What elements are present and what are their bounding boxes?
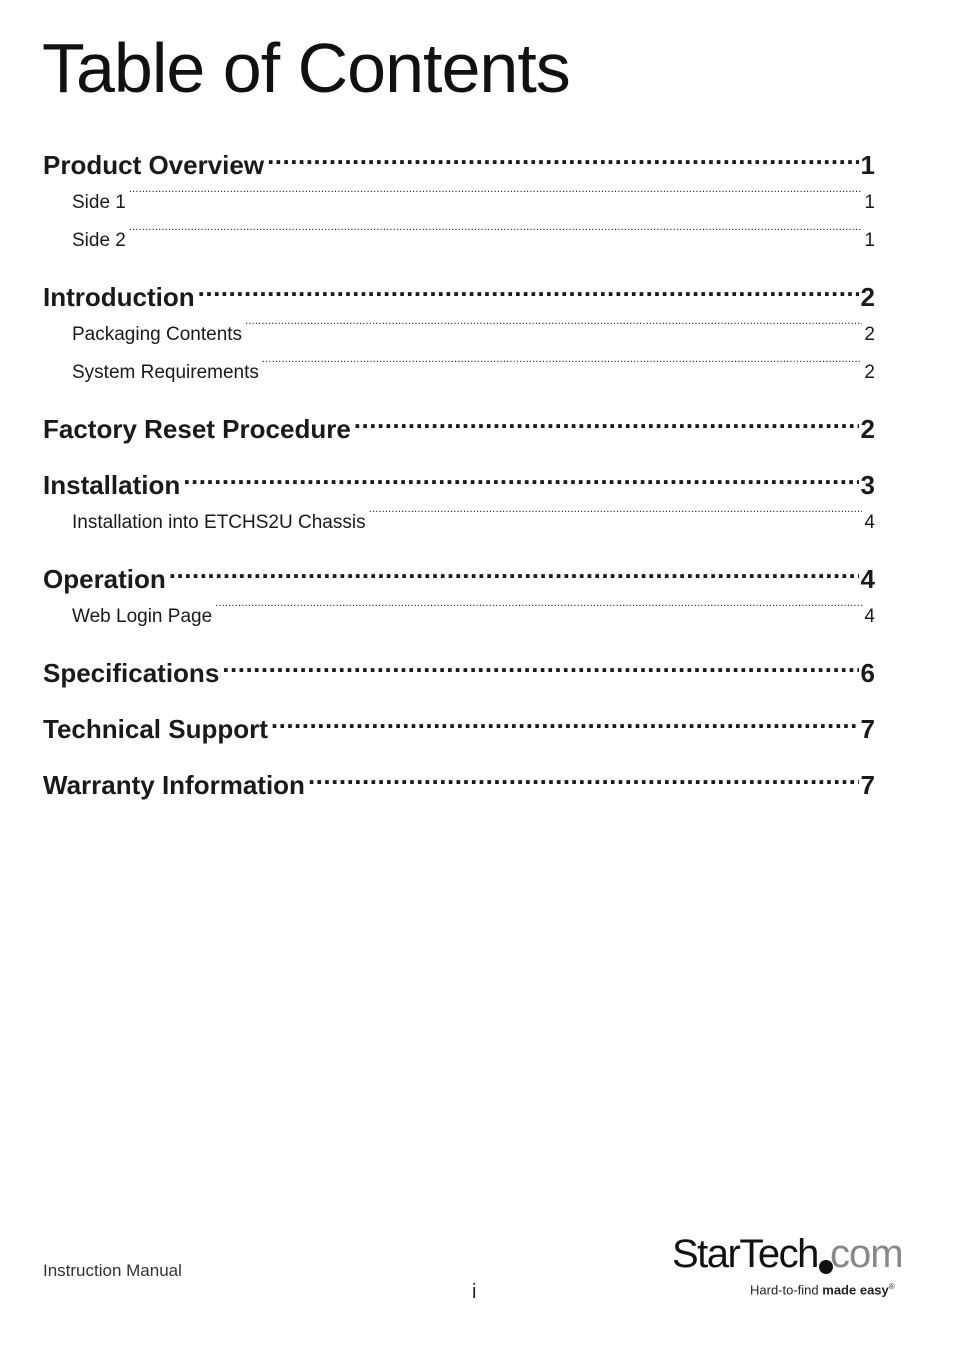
toc-entry-label: Side 2 (72, 230, 126, 251)
toc-entry-side-2[interactable] (43, 222, 875, 260)
toc-dot-leader (183, 468, 858, 494)
toc-entry-page: 7 (860, 714, 875, 744)
toc-dot-leader (369, 509, 863, 528)
tagline-bold: made easy (822, 1282, 889, 1298)
toc-entry-page: 2 (860, 414, 875, 444)
table-of-contents (43, 146, 875, 804)
logo-tagline (750, 1282, 895, 1297)
logo-suffix: com (830, 1232, 903, 1276)
toc-entry-page: 7 (860, 770, 875, 800)
toc-dot-leader (245, 321, 862, 340)
toc-entry-label: System Requirements (72, 362, 259, 383)
toc-entry-introduction[interactable] (43, 278, 875, 316)
toc-entry-page: 2 (860, 282, 875, 312)
toc-entry-page: 2 (864, 362, 875, 383)
toc-entry-technical-support[interactable] (43, 710, 875, 748)
toc-entry-side-1[interactable] (43, 184, 875, 222)
toc-entry-specifications[interactable] (43, 654, 875, 692)
toc-entry-operation[interactable] (43, 560, 875, 598)
toc-entry-page: 2 (864, 324, 875, 345)
footer-doc-type: Instruction Manual (43, 1261, 182, 1280)
toc-dot-leader (308, 768, 859, 794)
toc-entry-label: Warranty Information (43, 770, 305, 800)
registered-mark: ® (888, 1282, 895, 1291)
toc-dot-leader (129, 227, 863, 246)
toc-entry-page: 4 (860, 564, 875, 594)
footer-page-number: i (472, 1281, 477, 1303)
toc-dot-leader (215, 603, 862, 622)
toc-entry-page: 1 (864, 230, 875, 251)
toc-entry-page: 4 (864, 512, 875, 533)
toc-entry-page: 1 (864, 192, 875, 213)
toc-entry-web-login-page[interactable] (43, 598, 875, 636)
toc-entry-packaging-contents[interactable] (43, 316, 875, 354)
toc-entry-label: Introduction (43, 282, 195, 312)
toc-entry-label: Installation (43, 470, 181, 500)
tagline-light: Hard-to-find (750, 1282, 819, 1298)
toc-entry-label: Specifications (43, 658, 220, 688)
toc-entry-label: Operation (43, 564, 166, 594)
toc-entry-installation[interactable] (43, 466, 875, 504)
toc-entry-label: Side 1 (72, 192, 126, 213)
toc-dot-leader (169, 562, 859, 588)
toc-entry-label: Installation into ETCHS2U Chassis (72, 512, 366, 533)
toc-entry-page: 6 (860, 658, 875, 688)
toc-dot-leader (198, 280, 859, 306)
toc-entry-page: 1 (860, 150, 875, 180)
page-title: Table of Contents (42, 29, 570, 107)
toc-dot-leader (271, 712, 859, 738)
toc-entry-label: Product Overview (43, 150, 265, 180)
toc-dot-leader (267, 148, 858, 174)
logo-wordmark: StarTech (672, 1232, 818, 1276)
toc-entry-factory-reset-procedure[interactable] (43, 410, 875, 448)
toc-dot-leader (222, 656, 858, 682)
toc-dot-leader (129, 189, 863, 208)
toc-entry-installation-into-chassis[interactable] (43, 504, 875, 542)
startech-logo (672, 1232, 912, 1304)
toc-entry-label: Factory Reset Procedure (43, 414, 351, 444)
toc-entry-system-requirements[interactable] (43, 354, 875, 392)
toc-entry-page: 4 (864, 606, 875, 627)
toc-entry-label: Web Login Page (72, 606, 213, 627)
toc-entry-product-overview[interactable] (43, 146, 875, 184)
toc-entry-label: Technical Support (43, 714, 268, 744)
toc-entry-page: 3 (860, 470, 875, 500)
toc-entry-warranty-information[interactable] (43, 766, 875, 804)
toc-dot-leader (354, 412, 859, 438)
toc-entry-label: Packaging Contents (72, 324, 243, 345)
toc-dot-leader (262, 359, 863, 378)
